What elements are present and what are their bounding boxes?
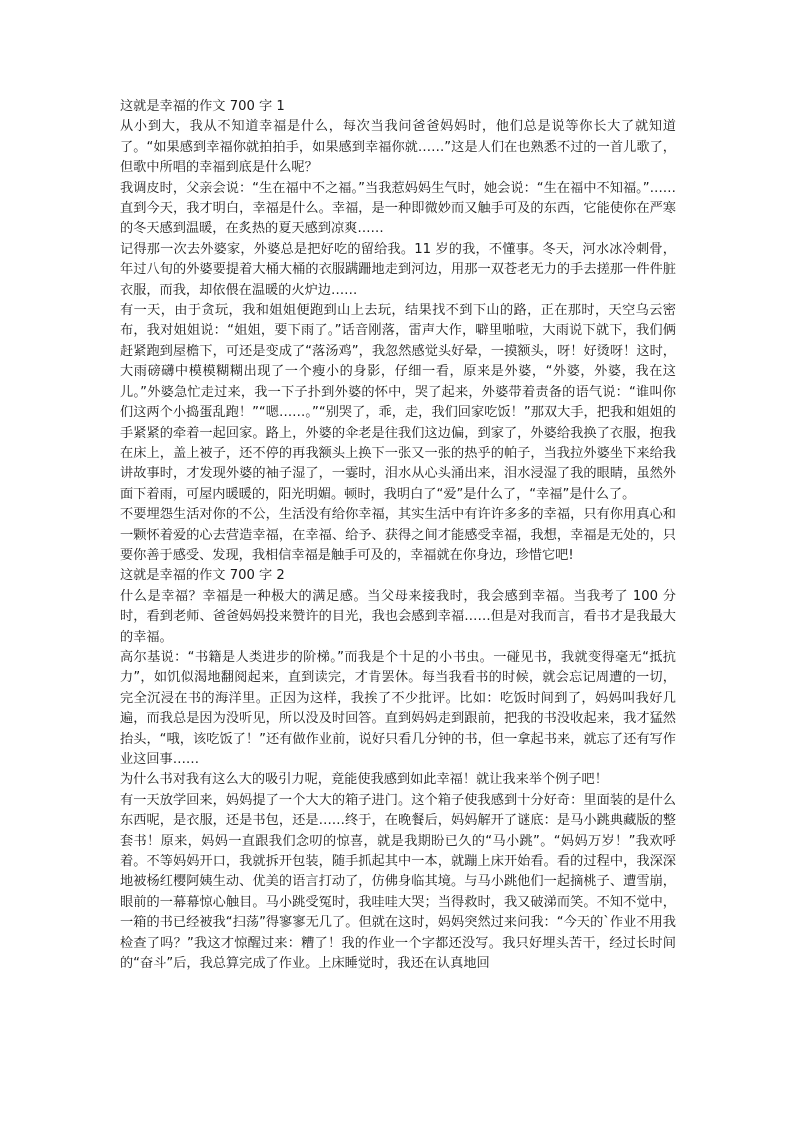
essay-2-paragraph-1: 什么是幸福？幸福是一种极大的满足感。当父母来接我时，我会感到幸福。当我考了 100 分时，看到老师、爸爸妈妈投来赞许的目光，我也会感到幸福……但是对我而言，看书才是我最大的幸福。: [120, 588, 676, 645]
essay-1-paragraph-2: 我调皮时，父亲会说：“生在福中不之福。”当我惹妈妈生气时，她会说：“生在福中不知福。”……直到今天，我才明白，幸福是什么。幸福，是一种即微妙而又触手可及的东西，它能使你在严寒的冬天感到温暖，在炙热的夏天感到凉爽……: [120, 180, 676, 237]
essay-1-paragraph-3: 记得那一次去外婆家，外婆总是把好吃的留给我。11 岁的我，不懂事。冬天，河水冰冷刺骨，年过八旬的外婆要提着大桶大桶的衣服蹒跚地走到河边，用那一双苍老无力的手去搓那一件件脏衣服，而我，却依偎在温暖的火炉边……: [120, 241, 676, 298]
essay-1-paragraph-1: 从小到大，我从不知道幸福是什么，每次当我问爸爸妈妈时，他们总是说等你长大了就知道了。“如果感到幸福你就拍拍手，如果感到幸福你就……”这是人们在也熟悉不过的一首儿歌了，但歌中所唱的幸福到底是什么呢？: [120, 119, 676, 176]
essay-2-paragraph-3: 为什么书对我有这么大的吸引力呢，竟能使我感到如此幸福！就让我来举个例子吧！: [120, 772, 608, 788]
document-page: [120, 97, 676, 974]
essay-1-paragraph-4: 有一天，由于贪玩，我和姐姐便跑到山上去玩，结果找不到下山的路，正在那时，天空乌云密布，我对姐姐说：“姐姐，要下雨了。”话音刚落，雷声大作，噼里啪啦，大雨说下就下，我们俩赶紧跑到屋檐下，可还是变成了“落汤鸡”，我忽然感觉头好晕，一摸额头，呀！好烫呀！这时，大雨磅礴中模模糊糊出现了一个瘦小的身影，仔细一看，原来是外婆，“外婆，外婆，我在这儿。”外婆急忙走过来，我一下子扑到外婆的怀中，哭了起来，外婆带着责备的语气说：“谁叫你们这两个小捣蛋乱跑！”“嗯……。”“别哭了，乖，走，我们回家吃饭！”那双大手，把我和姐姐的手紧紧的牵着一起回家。路上，外婆的伞老是往我们这边偏，到家了，外婆给我换了衣服，抱我在床上，盖上被子，还不停的再我额头上换下一张又一张的热乎的帕子，当我拉外婆坐下来给我讲故事时，才发现外婆的袖子湿了，一霎时，泪水从心头涌出来，泪水浸湿了我的眼睛，虽然外面下着雨，可屋内暖暖的，阳光明媚。顿时，我明白了“爱”是什么了，“幸福”是什么了。: [120, 303, 676, 502]
essay-2-paragraph-2: 高尔基说：“书籍是人类进步的阶梯。”而我是个十足的小书虫。一碰见书，我就变得毫无“抵抗力”，如饥似渴地翻阅起来，直到读完，才肯罢休。每当我看书的时候，就会忘记周遭的一切，完全沉浸在书的海洋里。正因为这样，我挨了不少批评。比如：吃饭时间到了，妈妈叫我好几遍，而我总是因为没听见，所以没及时回答。直到妈妈走到跟前，把我的书没收起来，我才猛然抬头，“哦，该吃饭了！”还有做作业前，说好只看几分钟的书，但一拿起书来，就忘了还有写作业这回事……: [120, 649, 676, 767]
essay-2-title: 这就是幸福的作文 700 字 2: [120, 568, 285, 584]
essay-2-paragraph-4: 有一天放学回来，妈妈提了一个大大的箱子进门。这个箱子使我感到十分好奇：里面装的是什么东西呢，是衣服，还是书包，还是……终于，在晚餐后，妈妈解开了谜底：是马小跳典藏版的整套书！原来，妈妈一直跟我们念叨的惊喜，就是我期盼已久的“马小跳”。“妈妈万岁！”我欢呼着。不等妈妈开口，我就拆开包装，随手抓起其中一本，就蹦上床开始看。看的过程中，我深深地被杨红樱阿姨生动、优美的语言打动了，仿佛身临其境。与马小跳他们一起摘桃子、遭雪崩，眼前的一幕幕惊心触目。马小跳受冤时，我哇哇大哭；当得救时，我又破涕而笑。不知不觉中，一箱的书已经被我“扫荡”得寥寥无几了。但就在这时，妈妈突然过来问我：“今天的`作业不用我检查了吗？”我这才惊醒过来：糟了！我的作业一个字都还没写。我只好埋头苦干，经过长时间的“奋斗”后，我总算完成了作业。上床睡觉时，我还在认真地回: [120, 792, 676, 972]
essay-1-title: 这就是幸福的作文 700 字 1: [120, 99, 285, 114]
essay-1-paragraph-5: 不要埋怨生活对你的不公，生活没有给你幸福，其实生活中有许许多多的幸福，只有你用真心和一颗怀着爱的心去营造幸福，在幸福、给予、获得之间才能感受幸福，我想，幸福是无处的，只要你善于感受、发现，我相信幸福是触手可及的，幸福就在你身边，珍惜它吧!: [120, 507, 676, 563]
